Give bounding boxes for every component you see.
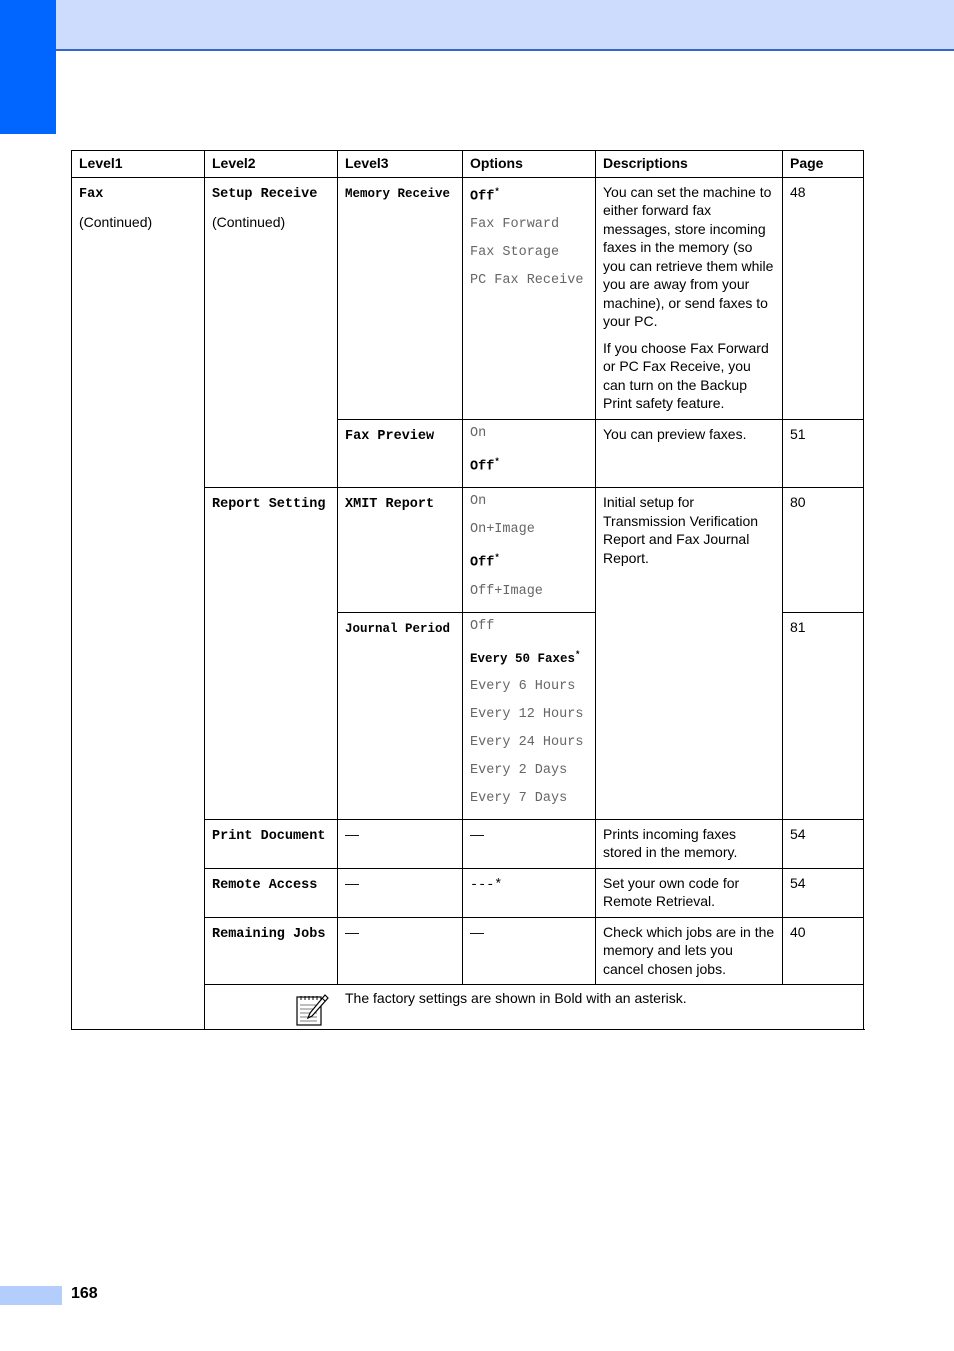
options-cell: — [463,819,596,868]
options-cell [463,488,596,613]
level3-memory-receive: Memory Receive [345,186,451,201]
page-number: 168 [71,1285,98,1302]
option: Off [470,618,495,634]
option: Every 24 Hours [470,734,584,750]
table-row [72,177,864,419]
level3-cell [338,177,463,419]
header-level3: Level3 [338,151,463,178]
note-pencil-icon [295,993,329,1027]
option: Every 6 Hours [470,678,576,694]
page-number-tab [0,1286,62,1305]
option: Fax Storage [470,245,560,260]
option-default: Off* [470,456,500,474]
page-cell: 54 [783,819,864,868]
header-descriptions: Descriptions [596,151,783,178]
page-cell: 54 [783,868,864,917]
level3-cell: — [338,868,463,917]
description-cell: Set your own code for Remote Retrieval. [596,868,783,917]
level3-fax-preview: Fax Preview [345,428,435,444]
option-default: Off* [470,186,500,204]
description-cell: You can preview faxes. [596,419,783,488]
option: Every 2 Days [470,762,568,778]
header-level1: Level1 [72,151,205,178]
level2-remote-access: Remote Access [212,877,318,893]
chapter-tab [0,0,56,134]
level2-cell [205,819,338,868]
header-band [0,0,954,51]
description-cell: Prints incoming faxes stored in the memory. [596,819,783,868]
level3-cell [338,488,463,613]
level1-name: Fax [79,186,104,202]
level3-xmit-report: XMIT Report [345,497,435,512]
level3-cell: — [338,819,463,868]
description: If you choose Fax Forward or PC Fax Receive, you can turn on the Backup Print safety feature. [603,339,769,411]
page-cell: 81 [783,612,864,819]
page-cell: 48 [783,177,864,419]
header-options: Options [463,151,596,178]
level2-cell [205,177,338,488]
options-cell: — [463,917,596,985]
level2-remaining-jobs: Remaining Jobs [212,926,326,942]
options-cell [463,177,596,419]
option: ---* [470,877,503,893]
page-cell: 51 [783,419,864,488]
header-level2: Level2 [205,151,338,178]
level1-cell [72,177,205,1030]
table-header-row [72,151,864,178]
option: Every 7 Days [470,790,568,806]
level2-continued: (Continued) [212,214,286,230]
note-text: The factory settings are shown in Bold with an asterisk. [345,990,687,1007]
level2-print-document: Print Document [212,828,326,844]
options-cell [463,612,596,819]
option: On [470,494,487,509]
page-cell: 40 [783,917,864,985]
description: You can set the machine to either forward fax messages, store incoming faxes in the memory (so you can retrieve them while you are away from your machine), or send faxes to your PC. [603,183,774,329]
level2-setup-receive: Setup Receive [212,186,318,202]
level3-journal-period: Journal Period [345,621,451,636]
option: PC Fax Receive [470,273,584,288]
header-page: Page [783,151,864,178]
description-cell: Check which jobs are in the memory and lets you cancel chosen jobs. [596,917,783,985]
option: On [470,425,487,441]
level1-continued: (Continued) [79,214,153,230]
description-cell: Initial setup for Transmission Verification Report and Fax Journal Report. [596,488,783,820]
option: Fax Forward [470,217,560,232]
note-cell [205,985,864,1030]
level2-cell [205,488,338,820]
level2-cell [205,917,338,985]
level3-cell: — [338,917,463,985]
settings-table [71,150,864,1030]
options-cell [463,419,596,488]
option: Off+Image [470,583,543,599]
option-default: Off* [470,553,500,571]
option: On+Image [470,522,535,537]
level3-cell [338,419,463,488]
option-default: Every 50 Faxes* [470,649,581,666]
level3-cell [338,612,463,819]
option: Every 12 Hours [470,706,584,722]
page-cell: 80 [783,488,864,613]
level2-cell [205,868,338,917]
options-cell [463,868,596,917]
description-cell [596,177,783,419]
level2-report-setting: Report Setting [212,497,326,512]
